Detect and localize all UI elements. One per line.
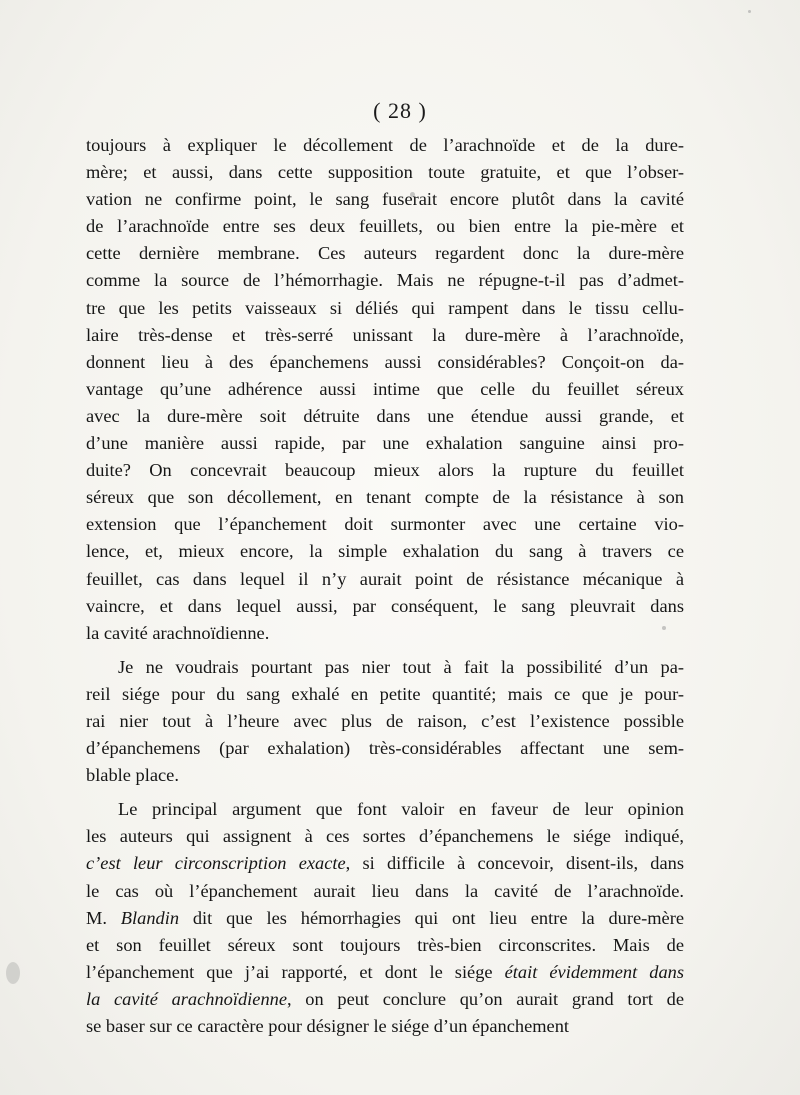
text-line [86, 538, 684, 565]
text-line [86, 654, 684, 681]
text-line [86, 430, 684, 457]
text-segment: lence, et, mieux encore, la simple exhalation du sang à travers ce [86, 541, 684, 562]
text-segment: blable place. [86, 765, 179, 786]
text-line [86, 349, 684, 376]
text-segment: laire très-dense et très-serré unissant la dure-mère à l’arachnoïde, [86, 324, 684, 345]
text-line [86, 403, 684, 430]
text-line [86, 186, 684, 213]
text-line [86, 681, 684, 708]
text-line [86, 762, 684, 789]
text-line [86, 823, 684, 850]
text-segment: le cas où l’épanchement aurait lieu dans la cavité de l’arachnoïde. [86, 880, 684, 901]
text-line [86, 620, 684, 647]
italic-text: c’est leur circonscription exacte [86, 853, 346, 874]
italic-text: Blandin [120, 907, 180, 928]
text-line [86, 1013, 684, 1040]
paragraph-gap [86, 789, 684, 796]
text-line [86, 986, 684, 1013]
text-segment: tre que les petits vaisseaux si déliés qui rampent dans le tissu cellu- [86, 297, 684, 318]
text-line [86, 878, 684, 905]
text-line [86, 735, 684, 762]
text-segment: mère; et aussi, dans cette supposition toute gratuite, et que l’obser- [86, 162, 684, 183]
page-number: ( 28 ) [373, 98, 427, 123]
scan-speck-top-right [748, 10, 751, 13]
text-line [86, 708, 684, 735]
text-segment: vaincre, et dans lequel aussi, par conséquent, le sang pleuvrait dans [86, 595, 684, 616]
text-line [86, 593, 684, 620]
text-segment: vantage qu’une adhérence aussi intime que celle du feuillet séreux [86, 378, 684, 399]
text-segment: vation ne confirme point, le sang fuserait encore plutôt dans la cavité [86, 189, 684, 210]
text-segment: de l’arachnoïde entre ses deux feuillets, ou bien entre la pie-mère et [86, 216, 684, 237]
text-line [86, 566, 684, 593]
text-segment: séreux que son décollement, en tenant compte de la résistance à son [86, 487, 684, 508]
italic-text: était évidemment dans [504, 961, 684, 982]
text-segment: duite? On concevrait beaucoup mieux alors la rupture du feuillet [86, 460, 684, 481]
text-line [86, 511, 684, 538]
text-segment: comme la source de l’hémorrhagie. Mais ne répugne-t-il pas d’admet- [86, 270, 684, 291]
text-segment: rai nier tout à l’heure avec plus de raison, c’est l’existence possible [86, 710, 684, 731]
italic-text: la cavité arachnoïdienne [86, 988, 288, 1009]
body-text [86, 132, 684, 1040]
text-line [86, 159, 684, 186]
text-line [86, 796, 684, 823]
text-line [86, 132, 684, 159]
text-line [86, 905, 684, 932]
text-segment: la cavité arachnoïdienne. [86, 622, 270, 643]
text-line [86, 213, 684, 240]
text-segment: M. [86, 907, 121, 928]
text-segment: extension que l’épanchement doit surmonter avec une certaine vio- [86, 514, 684, 535]
text-line [86, 240, 684, 267]
text-segment: dit que les hémorrhagies qui ont lieu entre la dure-mère [179, 907, 684, 928]
text-segment: Je ne voudrais pourtant pas nier tout à fait la possibilité d’un pa- [118, 656, 684, 677]
text-line [86, 322, 684, 349]
text-segment: toujours à expliquer le décollement de l’arachnoïde et de la dure- [86, 135, 684, 155]
text-segment: reil siége pour du sang exhalé en petite quantité; mais ce que je pour- [86, 683, 684, 704]
text-segment: , si difficile à concevoir, disent-ils, dans [345, 853, 684, 874]
paragraph-gap [86, 647, 684, 654]
scan-speck-left [6, 962, 20, 984]
text-segment: d’une manière aussi rapide, par une exhalation sanguine ainsi pro- [86, 433, 684, 454]
text-segment: donnent lieu à des épanchemens aussi considérables? Conçoit-on da- [86, 351, 684, 372]
text-segment: , on peut conclure qu’on aurait grand tort de [287, 988, 684, 1009]
text-segment: les auteurs qui assignent à ces sortes d’épanchemens le siége indiqué, [86, 826, 684, 847]
text-segment: feuillet, cas dans lequel il n’y aurait point de résistance mécanique à [86, 568, 684, 589]
text-segment: d’épanchemens (par exhalation) très-considérables affectant une sem- [86, 738, 684, 759]
text-segment: avec la dure-mère soit détruite dans une étendue aussi grande, et [86, 405, 684, 426]
text-line [86, 932, 684, 959]
text-line [86, 457, 684, 484]
text-line [86, 267, 684, 294]
text-line [86, 376, 684, 403]
text-line [86, 850, 684, 877]
text-line [86, 295, 684, 322]
text-segment: l’épanchement que j’ai rapporté, et dont le siége [86, 961, 505, 982]
text-segment: Le principal argument que font valoir en faveur de leur opinion [118, 799, 684, 820]
text-segment: se baser sur ce caractère pour désigner le siége d’un épanchement [86, 1016, 570, 1036]
text-segment: et son feuillet séreux sont toujours très-bien circonscrites. Mais de [86, 934, 684, 955]
text-line [86, 484, 684, 511]
text-segment: cette dernière membrane. Ces auteurs regardent donc la dure-mère [86, 243, 684, 264]
text-line [86, 959, 684, 986]
